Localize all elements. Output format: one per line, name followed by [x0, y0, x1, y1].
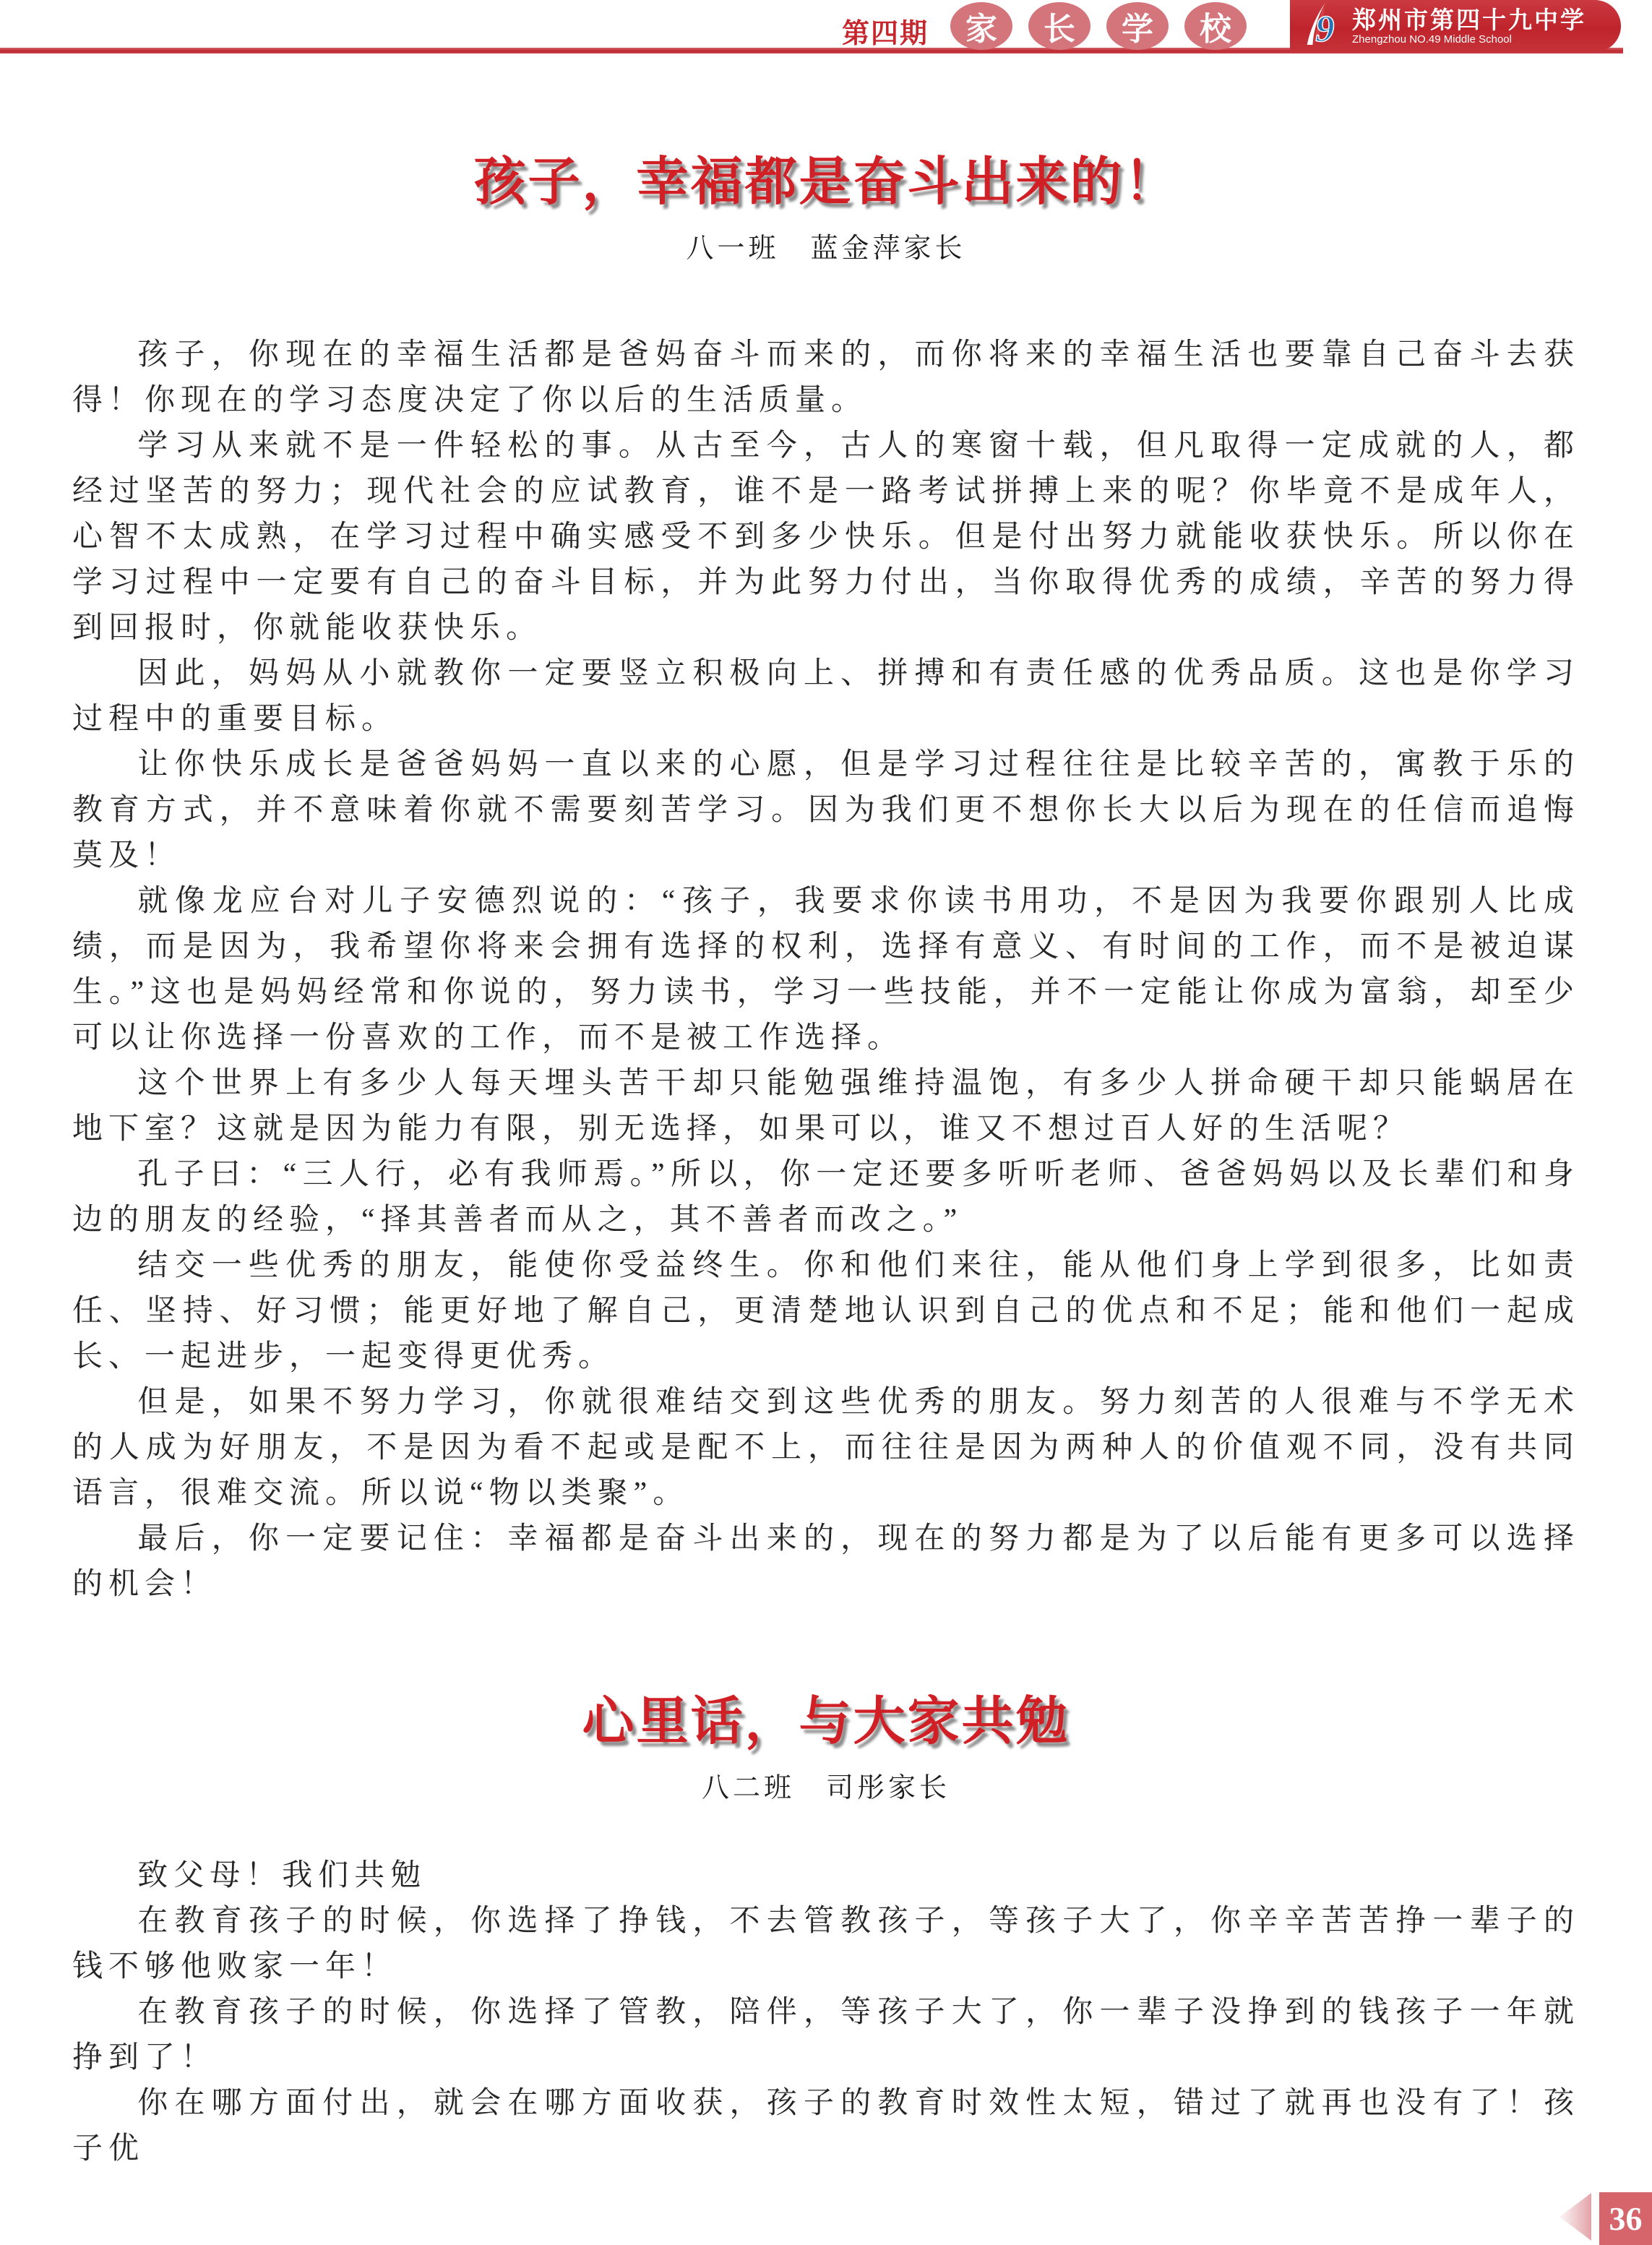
- masthead-badge-1: 家: [950, 2, 1012, 50]
- paragraph: 让你快乐成长是爸爸妈妈一直以来的心愿，但是学习过程往往是比较辛苦的，寓教于乐的教育方式，并不意味着你就不需要刻苦学习。因为我们更不想你长大以后为现在的任信而追悔莫及！: [72, 748, 1580, 872]
- page-header: [842, 0, 1621, 52]
- school-49-sail-logo-icon: [1302, 2, 1343, 51]
- article-1: [72, 153, 1580, 1607]
- paragraph: 结交一些优秀的朋友，能使你受益终生。你和他们来往，能从他们身上学到很多，比如责任、坚持、好习惯；能更好地了解自己，更清楚地认识到自己的优点和不足；能和他们一起成长、一起进步，一起变得更优秀。: [72, 1249, 1580, 1373]
- article-2-title: 心里话，与大家共勉: [582, 1693, 1070, 1751]
- page-corner-triangle: [1559, 2193, 1591, 2241]
- masthead-badge-4: 校: [1184, 2, 1247, 50]
- paragraph: 因此，妈妈从小就教你一定要竖立积极向上、拼搏和有责任感的优秀品质。这也是你学习过程中的重要目标。: [72, 657, 1580, 736]
- paragraph: 学习从来就不是一件轻松的事。从古至今，古人的寒窗十载，但凡取得一定成就的人，都经过坚苦的努力；现代社会的应试教育，谁不是一路考试拼搏上来的呢？你毕竟不是成年人，心智不太成熟，在学习过程中确实感受不到多少快乐。但是付出努力就能收获快乐。所以你在学习过程中一定要有自己的奋斗目标，并为此努力付出，当你取得优秀的成绩，辛苦的努力得到回报时，你就能收获快乐。: [72, 429, 1580, 645]
- paragraph: 在教育孩子的时候，你选择了挣钱，不去管教孩子，等孩子大了，你辛辛苦苦挣一辈子的钱不够他败家一年！: [72, 1905, 1580, 1983]
- article-1-byline: 八一班 蓝金萍家长: [686, 233, 966, 264]
- article-2-byline: 八二班 司彤家长: [701, 1773, 950, 1803]
- paragraph: 在教育孩子的时候，你选择了管教，陪伴，等孩子大了，你一辈子没挣到的钱孩子一年就挣到了！: [72, 1996, 1580, 2074]
- article-1-body: [72, 332, 1580, 1607]
- page-number-badge: 36: [1599, 2192, 1652, 2245]
- issue-label: 第四期: [841, 19, 929, 49]
- masthead-badge-2: 长: [1028, 2, 1090, 50]
- school-names: [1352, 7, 1586, 46]
- school-name-cn: 郑州市第四十九中学: [1352, 6, 1586, 33]
- paragraph: 你在哪方面付出，就会在哪方面收获，孩子的教育时效性太短，错过了就再也没有了！孩子优: [72, 2087, 1580, 2165]
- article-2: [72, 1693, 1580, 2172]
- paragraph: 但是，如果不努力学习，你就很难结交到这些优秀的朋友。努力刻苦的人很难与不学无术的人成为好朋友，不是因为看不起或是配不上，而往往是因为两种人的价值观不同，没有共同语言，很难交流。所以说“物以类聚”。: [72, 1386, 1580, 1510]
- masthead-badge-3: 学: [1106, 2, 1169, 50]
- svg-text:9: 9: [1315, 7, 1335, 47]
- school-name-en: Zhengzhou NO.49 Middle School: [1352, 33, 1512, 46]
- paragraph: 就像龙应台对儿子安德烈说的：“孩子，我要求你读书用功，不是因为我要你跟别人比成绩，而是因为，我希望你将来会拥有选择的权利，选择有意义、有时间的工作，而不是被迫谋生。”这也是妈妈经常和你说的，努力读书，学习一些技能，并不一定能让你成为富翁，却至少可以让你选择一份喜欢的工作，而不是被工作选择。: [72, 885, 1580, 1055]
- paragraph: 这个世界上有多少人每天埋头苦干却只能勉强维持温饱，有多少人拼命硬干却只能蜗居在地下室？这就是因为能力有限，别无选择，如果可以，谁又不想过百人好的生活呢？: [72, 1067, 1580, 1146]
- article-2-body: [72, 1853, 1580, 2172]
- school-banner: [1290, 0, 1621, 52]
- paragraph: 最后，你一定要记住：幸福都是奋斗出来的，现在的努力都是为了以后能有更多可以选择的机会！: [72, 1522, 1580, 1601]
- paragraph: 致父母！我们共勉: [137, 1859, 427, 1892]
- paragraph: 孔子曰：“三人行，必有我师焉。”所以，你一定还要多听听老师、爸爸妈妈以及长辈们和身边的朋友的经验，“择其善者而从之，其不善者而改之。”: [72, 1158, 1580, 1237]
- article-1-title: 孩子，幸福都是奋斗出来的！: [473, 153, 1179, 211]
- paragraph: 孩子，你现在的幸福生活都是爸妈奋斗而来的，而你将来的幸福生活也要靠自己奋斗去获得！你现在的学习态度决定了你以后的生活质量。: [72, 338, 1580, 417]
